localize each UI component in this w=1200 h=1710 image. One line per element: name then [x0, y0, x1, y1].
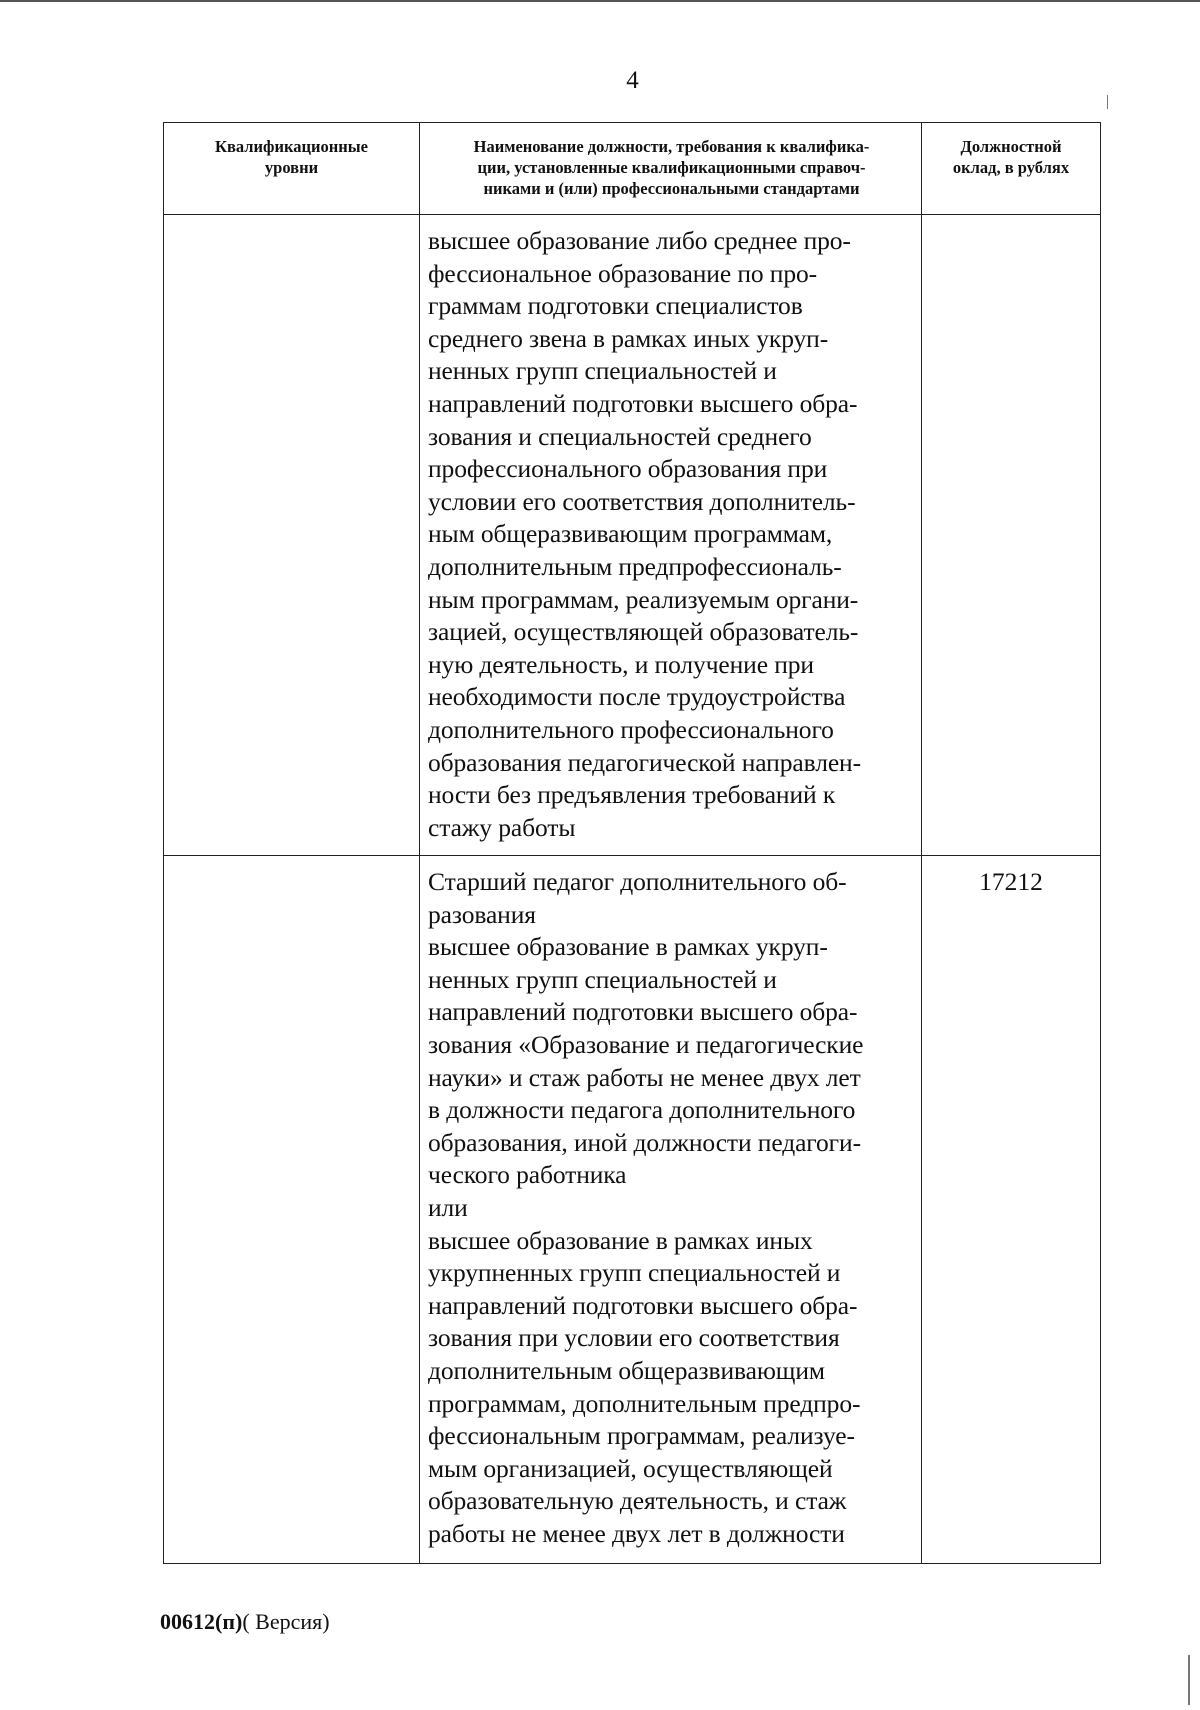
cell-salary — [922, 215, 1101, 856]
cell-level — [164, 856, 420, 1564]
table-row — [164, 215, 1101, 856]
qualification-table — [163, 122, 1101, 1564]
cell-description: Старший педагог дополнительного об- разования высшее образование в рамках укруп- ненных групп специальностей и направлений подготовки высшего обра- зования «Образование и педагогические науки» и стаж работы не менее двух лет в должности педагога дополнительного образования, иной должности педагоги- ческого работника или высшее образование в рамках иных укрупненных групп специальностей и направлений подготовки высшего обра- зования при условии его соответствия дополнительным общеразвивающим программам, дополнительным предпро- фессиональным программам, реализуе- мым организацией, осуществляющей образовательную деятельность, и стаж работы не менее двух лет в должности — [420, 856, 922, 1564]
footer-document-code — [160, 1608, 330, 1636]
document-code: 00612(п) — [160, 1609, 243, 1634]
header-qualification-levels: Квалификационные уровни — [164, 123, 420, 215]
cell-salary: 17212 — [922, 856, 1101, 1564]
cell-level — [164, 215, 420, 856]
scan-edge-mark — [1188, 1655, 1190, 1705]
table-header-row — [164, 123, 1101, 215]
header-position-requirements: Наименование должности, требования к квалифика- ции, установленные квалификационными справоч- никами и (или) профессиональными стандартами — [420, 123, 922, 215]
table-row — [164, 856, 1101, 1564]
document-version: ( Версия) — [242, 1609, 330, 1634]
cell-description: высшее образование либо среднее про- фессиональное образование по про- граммам подготовки специалистов среднего звена в рамках иных укруп- ненных групп специальностей и направлений подготовки высшего обра- зования и специальностей среднего профессионального образования при условии его соответствия дополнитель- ным общеразвивающим программам, дополнительным предпрофессиональ- ным программам, реализуемым органи- зацией, осуществляющей образователь- ную деятельность, и получение при необходимости после трудоустройства дополнительного профессионального образования педагогической направлен- ности без предъявления требований к стажу работы — [420, 215, 922, 856]
page-number: 4 — [626, 67, 639, 94]
scan-edge-mark — [1107, 95, 1108, 109]
header-salary: Должностной оклад, в рублях — [922, 123, 1101, 215]
scan-edge-line — [0, 0, 1200, 2]
